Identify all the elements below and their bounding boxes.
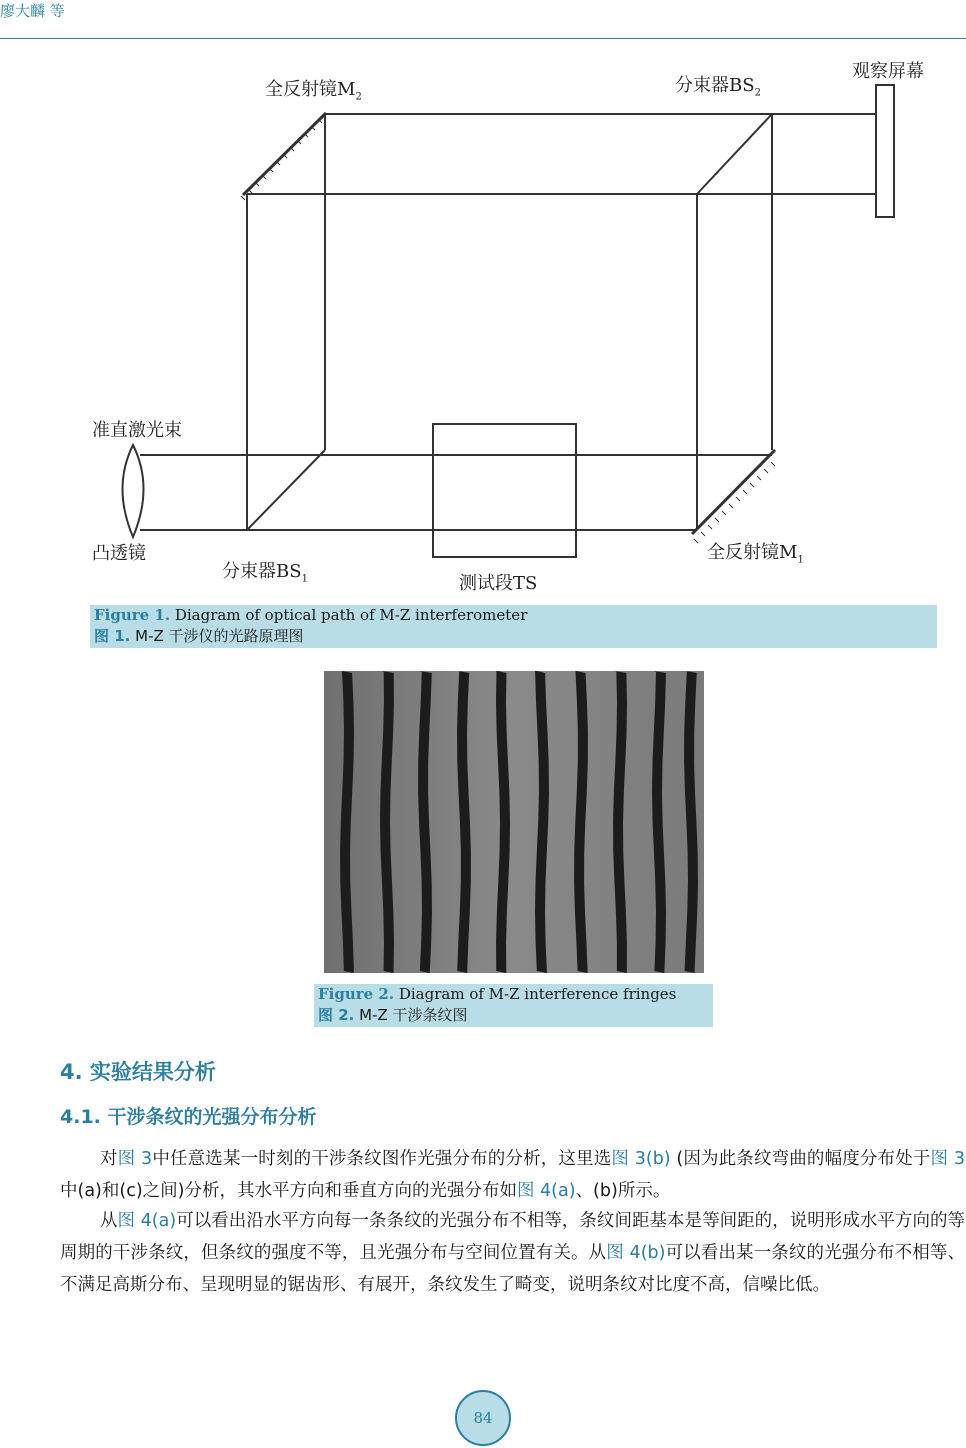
paragraph-2: 从图 4(a)可以看出沿水平方向每一条条纹的光强分布不相等，条纹间距基本是等间距的，说明形成水平方向的等周期的干涉条纹，但条纹的强度不等，且光强分布与空间位置有关。从图 4(b)可以看出某一条纹的光强分布不相等、不满足高斯分布、呈现明显的锯齿形、有展开，条纹发生了畸变，说明条纹对比度不高，信噪比低。 — [60, 1211, 966, 1295]
observation-screen — [876, 85, 894, 217]
header-rule — [0, 38, 966, 39]
section-4-title: 4. 实验结果分析 — [60, 1060, 216, 1084]
convex-lens — [123, 445, 144, 537]
bs1-line — [247, 450, 325, 530]
mirror-m1 — [692, 450, 775, 534]
caption-en: Figure 2. Diagram of M-Z interference fringes — [318, 985, 677, 1003]
figure-1-caption — [90, 605, 937, 648]
figure-1-diagram — [0, 50, 966, 600]
label-screen: 观察屏幕 — [852, 61, 924, 82]
ref-figure-3[interactable]: 图 3 — [117, 1149, 153, 1169]
ref-figure-4a[interactable]: 图 4(a) — [117, 1211, 177, 1231]
label-bs2: 分束器$BS_2$ — [675, 75, 761, 99]
label-test-section: 测试段TS — [459, 573, 538, 594]
label-mirror-m1: 全反射镜$M_1$ — [707, 542, 804, 566]
mirror-m1-hatch — [694, 462, 775, 543]
test-section-box — [433, 424, 576, 557]
label-mirror-m2: 全反射镜$M_2$ — [265, 79, 362, 103]
ref-figure-4a[interactable]: 图 4(a) — [516, 1181, 576, 1201]
ref-figure-3b[interactable]: 图 3(b) — [611, 1149, 671, 1169]
caption-zh: 图 1. M-Z 干涉仪的光路原理图 — [94, 627, 304, 645]
bs2-line — [697, 114, 772, 194]
label-lens: 凸透镜 — [92, 543, 146, 564]
page-header — [0, 0, 966, 40]
figure-2-caption — [314, 984, 713, 1027]
optical-path-svg — [0, 50, 966, 600]
caption-zh: 图 2. M-Z 干涉条纹图 — [318, 1006, 468, 1024]
label-laser: 准直激光束 — [92, 420, 182, 441]
caption-en: Figure 1. Diagram of optical path of M-Z interferometer — [94, 606, 528, 624]
paragraph-1: 对图 3中任意选某一时刻的干涉条纹图作光强分布的分析，这里选图 3(b) (因为此条纹弯曲的幅度分布处于图 3中(a)和(c)之间)分析，其水平方向和垂直方向的光强分布如图 4(a)、(b)所示。 — [60, 1149, 966, 1201]
header-authors: 廖大麟 等 — [0, 2, 65, 20]
label-bs1: 分束器$BS_1$ — [222, 561, 308, 585]
ref-figure-3[interactable]: 图 3 — [930, 1149, 966, 1169]
figure-2-fringe-image — [324, 671, 704, 973]
ref-figure-4b[interactable]: 图 4(b) — [606, 1243, 666, 1263]
section-4-1-title: 4.1. 干涉条纹的光强分布分析 — [60, 1106, 317, 1128]
page-number: 84 — [455, 1390, 511, 1446]
mirror-m2-hatch — [241, 119, 322, 200]
